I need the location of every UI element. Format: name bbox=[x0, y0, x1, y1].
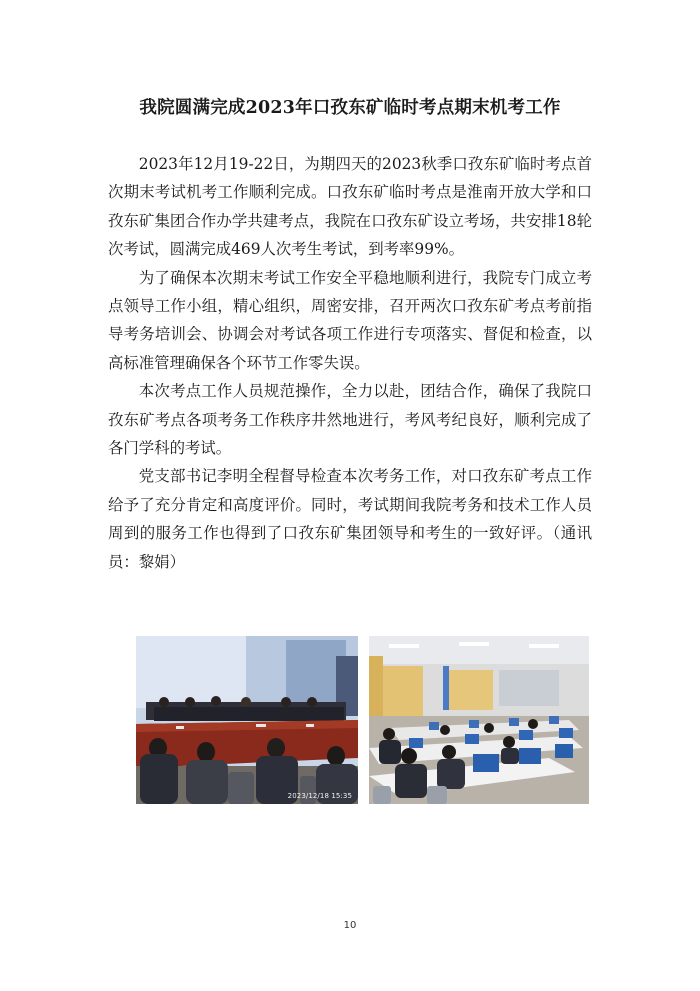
article-title: 我院圆满完成2023年口孜东矿临时考点期末机考工作 bbox=[139, 98, 561, 118]
photo-row bbox=[136, 636, 589, 804]
paragraph-3: 本次考点工作人员规范操作，全力以赴，团结合作，确保了我院口孜东矿考点各项考务工作秩序井然地进行，考风考纪良好，顺利完成了各门学科的考试。 bbox=[108, 382, 592, 458]
paragraph-2: 为了确保本次期末考试工作安全平稳地顺利进行，我院专门成立考点领导工作小组，精心组织，周密安排，召开两次口孜东矿考点考前指导考务培训会、协调会对考试各项工作进行专项落实、督促和检查，以高标准管理确保各个环节工作零失误。 bbox=[108, 268, 592, 372]
photo-timestamp: 2023/12/18 15:35 bbox=[287, 792, 352, 800]
meeting-photo bbox=[136, 636, 358, 804]
article-body bbox=[108, 150, 592, 576]
page-number: 10 bbox=[343, 920, 357, 931]
exam-room-photo bbox=[369, 636, 589, 804]
paragraph-4: 党支部书记李明全程督导检查本次考务工作，对口孜东矿考点工作给予了充分肯定和高度评价。同时，考试期间我院考务和技术工作人员周到的服务工作也得到了口孜东矿集团领导和考生的一致好评。（通讯员：黎娟） bbox=[108, 467, 592, 571]
paragraph-1: 2023年12月19-22日，为期四天的2023秋季口孜东矿临时考点首次期末考试机考工作顺利完成。口孜东矿临时考点是淮南开放大学和口孜东矿集团合作办学共建考点，我院在口孜东矿设立考场，共安排18轮次考试，圆满完成469人次考生考试，到考率99%。 bbox=[108, 155, 592, 259]
